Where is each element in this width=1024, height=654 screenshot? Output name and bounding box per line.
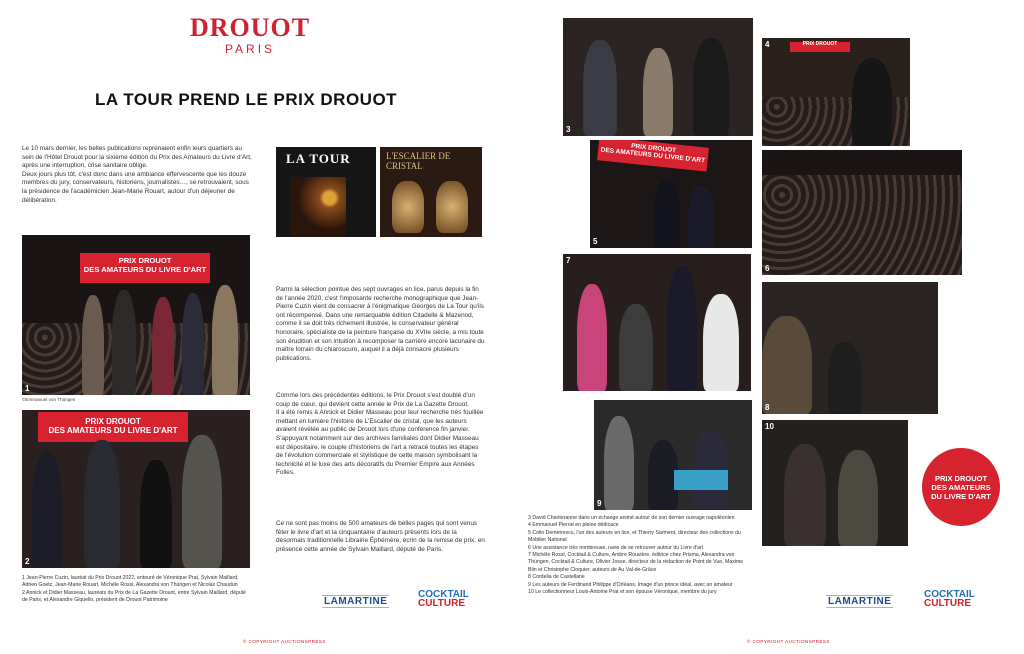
caption-5: 5 Colin Demetrescu, l'un des auteurs en lice, et Thierry Sarment, directeur des collections du Mobilier National bbox=[528, 529, 741, 544]
body-paragraph-3: Ce ne sont pas moins de 500 amateurs de belles pages qui sont venus fêter le livre d'art et la cinquantaine d'auteurs présents lors de la désormais traditionnelle Librairie Éphémère, écrin de la remise de prix, en présence cette année de Sylvain Maillard, député de Paris. bbox=[276, 520, 485, 553]
photo-2 bbox=[22, 410, 250, 568]
photo-number-4: 4 bbox=[765, 40, 770, 49]
photo-number-3: 3 bbox=[566, 125, 571, 134]
photo-7 bbox=[563, 254, 751, 391]
photo-number-6: 6 bbox=[765, 264, 770, 273]
cocktail-culture-logo-left bbox=[418, 590, 469, 608]
caption-2: 2 Annick et Didier Masseau, lauréats du Prix de La Gazette Drouot, entre Sylvain Maillard, député de Paris, et Alexandre Giquello, président de Drouot Patrimoine bbox=[22, 589, 247, 604]
photo-4-banner: PRIX DROUOT bbox=[790, 42, 850, 52]
intro-paragraph: Le 10 mars dernier, les belles publications reprenaient enfin leurs quartiers au sein de l'Hôtel Drouot pour la sixième édition du Prix des Amateurs du Livre d'Art, après une interruption, crise sanitaire oblige. Deux jours plus tôt, c'est donc dans une ambiance effervescente que les douze membres du jury, conservateurs, historiens, journalistes…, se retrouvaient, sous la présidence de l'académicien Jean-Marie Rouart, autour d'un déjeuner de délibération. bbox=[22, 145, 252, 204]
photo-3 bbox=[563, 18, 753, 136]
photo-number-7: 7 bbox=[566, 256, 571, 265]
lamartine-logo-right: LAMARTINE bbox=[828, 596, 892, 607]
caption-1: 1 Jean-Pierre Cuzin, lauréat du Prix Drouot 2022, entouré de Véronique Prat, Sylvain Maillard, Adrien Goetz, Jean-Marie Rouart, Michèle Rossi, Alexandra von Thüngen et Nicolas Chaudun bbox=[22, 575, 239, 589]
book-cover-la-tour bbox=[276, 147, 376, 237]
photo-8 bbox=[762, 282, 938, 414]
photo-5 bbox=[590, 140, 752, 248]
cocktail-text: COCKTAIL bbox=[418, 589, 469, 600]
badge-text: PRIX DROUOT DES AMATEURS DU LIVRE D'ART bbox=[931, 473, 991, 501]
caption-7: 7 Michèle Rossi, Cocktail & Culture, Ambre Rouvière, éditrice chez Prisma, Alexandra von Thüngen, Cocktail & Culture, Olivier Josse, directeur de la rédaction de Point de Vue, Maxime Blin et Christophe Cloquier, auteurs de Au Val-de-Grâce bbox=[528, 552, 744, 573]
photo-1 bbox=[22, 235, 250, 395]
book-2-title: L'ESCALIER DE CRISTAL bbox=[386, 151, 451, 171]
caption-6: 6 Une assistance très nombreuse, ravie de se retrouver autour du Livre d'art bbox=[528, 544, 704, 551]
caption-8: 8 Cordelia de Castellane bbox=[528, 574, 585, 581]
photo-9 bbox=[594, 400, 752, 510]
photo-number-8: 8 bbox=[765, 403, 770, 412]
book-1-title: LA TOUR bbox=[286, 151, 351, 166]
article-title: LA TOUR PREND LE PRIX DROUOT bbox=[95, 90, 398, 109]
book-cover-escalier bbox=[380, 147, 482, 237]
photo-number-5: 5 bbox=[593, 237, 598, 246]
logo-name: DROUOT bbox=[189, 13, 311, 42]
cocktail-text-right: COCKTAIL bbox=[924, 589, 975, 600]
photo-1-banner: PRIX DROUOT DES AMATEURS DU LIVRE D'ART bbox=[80, 253, 210, 283]
photo-credit: ©Emmanuel von Thüngen bbox=[22, 397, 76, 402]
photo-4 bbox=[762, 38, 910, 146]
culture-text: CULTURE bbox=[418, 598, 466, 609]
copyright-left: © COPYRIGHT AUCTIONSPRESS bbox=[243, 640, 326, 645]
body-paragraph-1: Parmi la sélection pointue des sept ouvrages en lice, parus depuis la fin de l'année 2020, c'est l'imposante recherche monographique que Jean-Pierre Cuzin vient de consacrer à l'énigmatique Georges de La Tour qu'ils ont récompensé. Dans une remarquable édition Citadelle & Mazenod, comme il se doit très richement illustrée, le conservateur général honoraire, spécialiste de la peinture française du XVIIe siècle, a mis toute son érudition et son intuition à recomposer la carrière encore lacunaire du maître lorrain du chiaroscuro, auquel il a déjà consacré plusieurs publications. bbox=[276, 286, 485, 362]
prix-badge bbox=[922, 448, 1000, 526]
cocktail-culture-logo-right bbox=[924, 590, 975, 608]
logo-city: PARIS bbox=[224, 42, 276, 56]
captions-right bbox=[528, 515, 753, 596]
lamartine-logo-left: LAMARTINE bbox=[324, 596, 388, 607]
photo-number-2: 2 bbox=[25, 557, 30, 566]
photo-6 bbox=[762, 150, 962, 275]
culture-text-right: CULTURE bbox=[924, 598, 972, 609]
caption-9: 9 Les auteurs de Ferdinand Philippe d'Orléans. Image d'un prince idéal, avec un amateur bbox=[528, 581, 733, 588]
photo-number-10: 10 bbox=[765, 422, 774, 431]
photo-10 bbox=[762, 420, 908, 546]
caption-3: 3 David Chanteranne dans un échange animé autour de son dernier ouvrage napoléonien bbox=[528, 515, 735, 521]
photo-number-9: 9 bbox=[597, 499, 602, 508]
photo-number-1: 1 bbox=[25, 384, 30, 393]
photo-2-banner: PRIX DROUOT DES AMATEURS DU LIVRE D'ART bbox=[38, 412, 188, 442]
body-paragraph-2: Comme lors des précédentes éditions, le Prix Drouot s'est doublé d'un coup de cœur, qui devient cette année le Prix de La Gazette Drouot. Il a été remis à Annick et Didier Masseau pour leur recherche très fouillée mettant en lumière l'histoire de L'Escalier de cristal, que les auteurs avaient révélée au public de Drouot lors d'une conférence fin janvier. S'appuyant notamment sur des archives familiales dont Didier Masseau est dépositaire, le couple d'historiens de l'art a retracé toutes les étapes de l'évolution commerciale et stylistique de cette maison symbolisant la technicité et le luxe des arts décoratifs du Premier Empire aux Années Folles. bbox=[276, 392, 484, 477]
photo-5-banner: PRIX DROUOT DES AMATEURS DU LIVRE D'ART bbox=[597, 140, 709, 172]
copyright-right: © COPYRIGHT AUCTIONSPRESS bbox=[747, 640, 830, 645]
caption-10: 10 Le collectionneur Louis-Antoine Prat et son épouse Véronique, membre du jury bbox=[528, 589, 717, 596]
caption-4: 4 Emmanuel Pierrat en pleine dédicace bbox=[528, 522, 619, 529]
captions-left bbox=[22, 575, 252, 605]
drouot-logo bbox=[180, 14, 320, 56]
